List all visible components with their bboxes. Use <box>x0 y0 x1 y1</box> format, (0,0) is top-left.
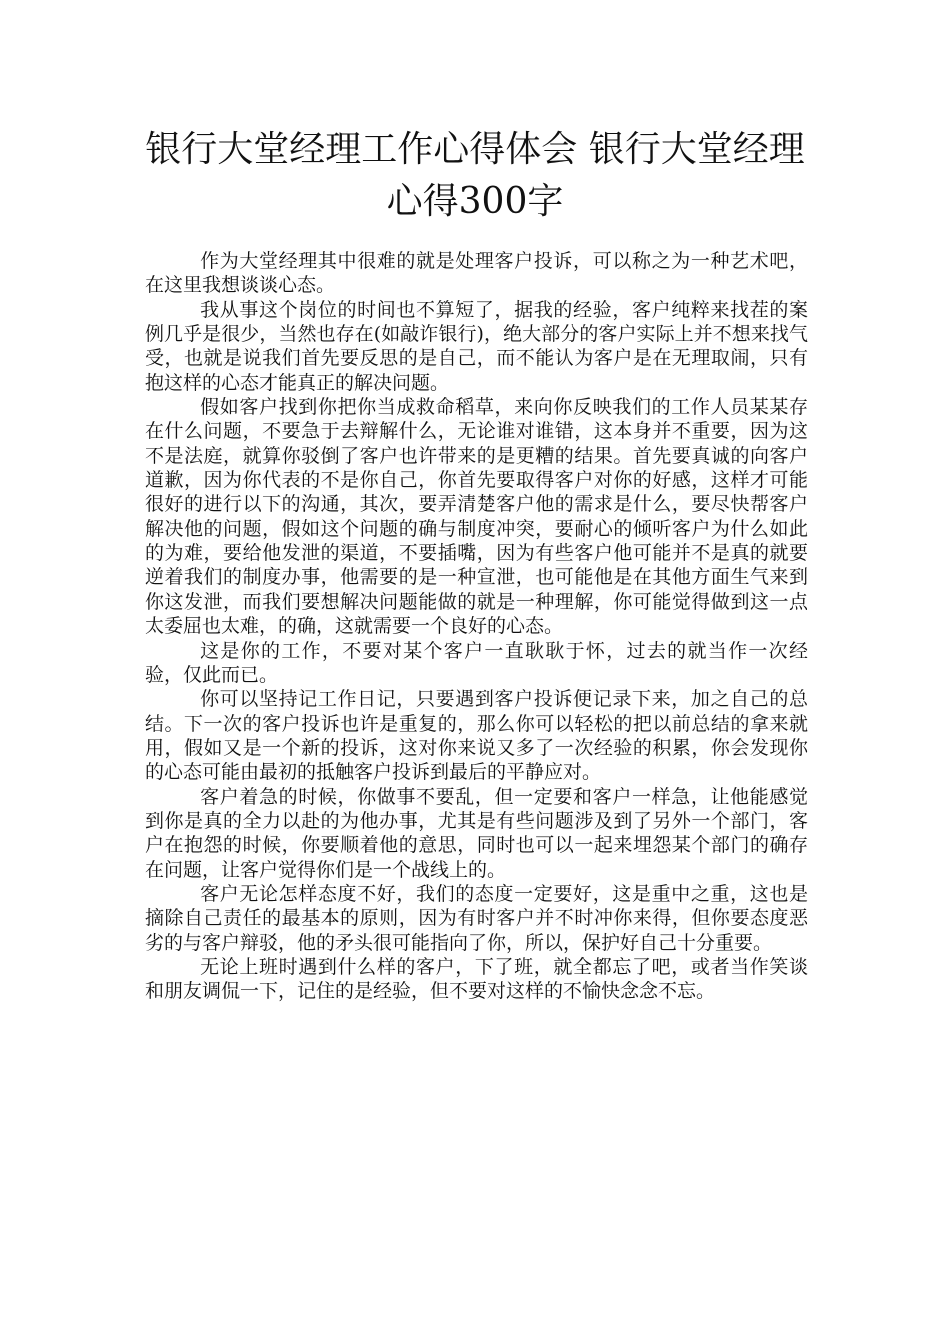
paragraph: 客户无论怎样态度不好，我们的态度一定要好，这是重中之重，这也是摘除自己责任的最基本的原则，因为有时客户并不时冲你来得，但你要态度恶劣的与客户辩驳，他的矛头很可能指向了你，所以，保护好自己十分重要。 <box>145 882 808 954</box>
paragraph: 作为大堂经理其中很难的就是处理客户投诉，可以称之为一种艺术吧，在这里我想谈谈心态。 <box>145 250 808 297</box>
paragraph: 客户着急的时候，你做事不要乱，但一定要和客户一样急，让他能感觉到你是真的全力以赴的为他办事，尤其是有些问题涉及到了另外一个部门，客户在抱怨的时候，你要顺着他的意思，同时也可以一起来埋怨某个部门的确存在问题，让客户觉得你们是一个战线上的。 <box>145 785 808 881</box>
paragraph: 无论上班时遇到什么样的客户，下了班，就全都忘了吧，或者当作笑谈和朋友调侃一下，记住的是经验，但不要对这样的不愉快念念不忘。 <box>145 955 808 1003</box>
paragraph: 我从事这个岗位的时间也不算短了，据我的经验，客户纯粹来找茬的案例几乎是很少，当然也存在(如敲诈银行)，绝大部分的客户实际上并不想来找气受，也就是说我们首先要反思的是自己，而不能认为客户是在无理取闹，只有抱这样的心态才能真正的解决问题。 <box>145 298 808 394</box>
document-title <box>120 124 830 228</box>
title-line-2: 心得300字 <box>386 181 564 222</box>
paragraph: 你可以坚持记工作日记，只要遇到客户投诉便记录下来，加之自己的总结。下一次的客户投诉也许是重复的，那么你可以轻松的把以前总结的拿来就用，假如又是一个新的投诉，这对你来说又多了一次经验的积累，你会发现你的心态可能由最初的抵触客户投诉到最后的平静应对。 <box>145 688 808 784</box>
document-body <box>145 249 808 1004</box>
paragraph: 这是你的工作，不要对某个客户一直耿耿于怀，过去的就当作一次经验，仅此而已。 <box>145 639 808 686</box>
title-line-1: 银行大堂经理工作心得体会 银行大堂经理 <box>145 129 805 170</box>
paragraph: 假如客户找到你把你当成救命稻草，来向你反映我们的工作人员某某存在什么问题，不要急于去辩解什么，无论谁对谁错，这本身并不重要，因为这不是法庭，就算你驳倒了客户也许带来的是更糟的结果。首先要真诚的向客户道歉，因为你代表的不是你自己，你首先要取得客户对你的好感，这样才可能很好的进行以下的沟通，其次，要弄清楚客户他的需求是什么，要尽快帮客户解决他的问题，假如这个问题的确与制度冲突，要耐心的倾听客户为什么如此的为难，要给他发泄的渠道，不要插嘴，因为有些客户他可能并不是真的就要逆着我们的制度办事，他需要的是一种宣泄，也可能他是在其他方面生气来到你这发泄，而我们要想解决问题能做的就是一种理解，你可能觉得做到这一点太委屈也太难，的确，这就需要一个良好的心态。 <box>145 396 808 638</box>
